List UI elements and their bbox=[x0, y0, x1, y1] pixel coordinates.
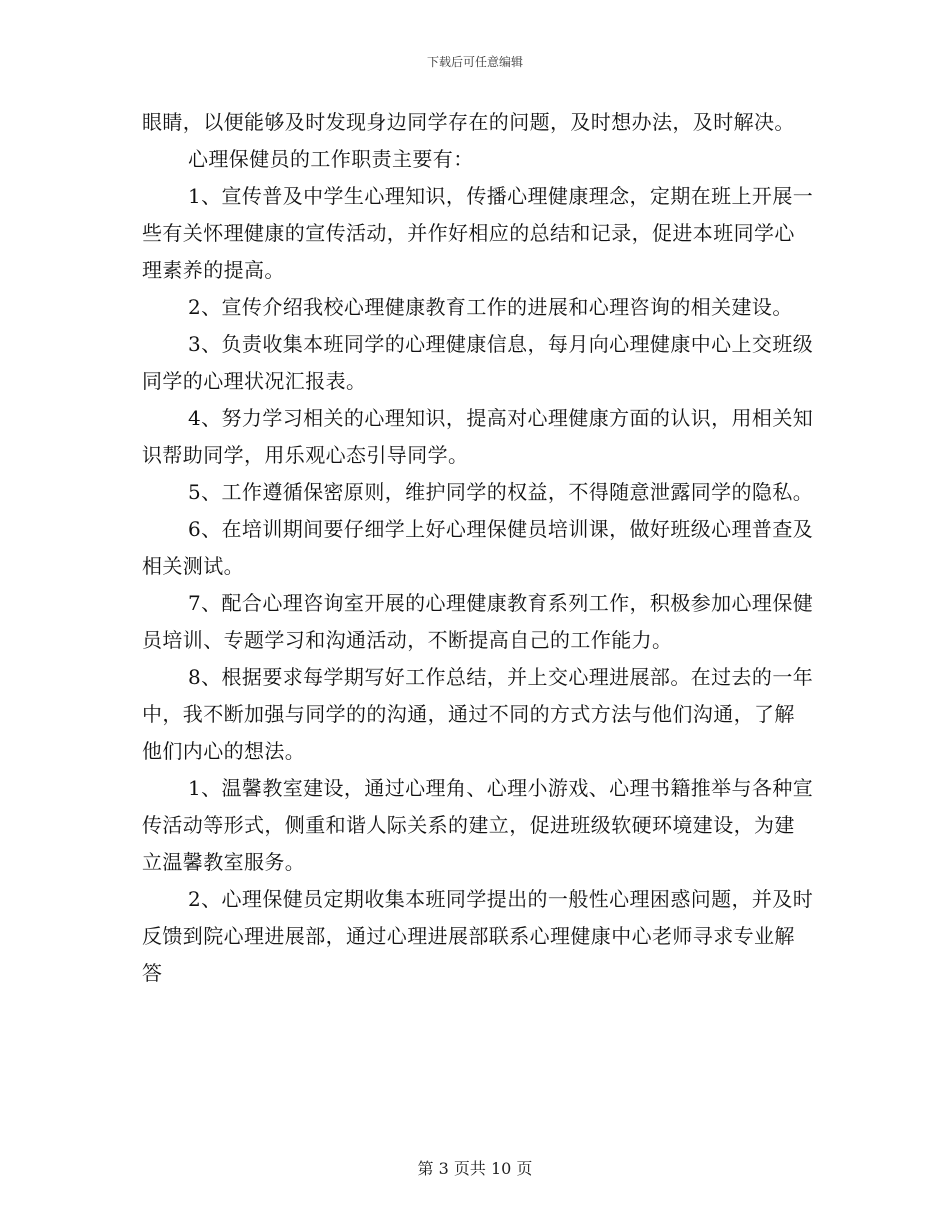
paragraph: 眼睛，以便能够及时发现身边同学存在的问题，及时想办法，及时解决。 bbox=[142, 110, 795, 134]
paragraph: 7、配合心理咨询室开展的心理健康教育系列工作，积极参加心理保健员培训、专题学习和沟通活动，不断提高自己的工作能力。 bbox=[142, 591, 814, 652]
paragraph: 8、根据要求每学期写好工作总结，并上交心理进展部。在过去的一年中，我不断加强与同学的的沟通，通过不同的方式方法与他们沟通，了解他们内心的想法。 bbox=[142, 665, 814, 763]
paragraph: 1、宣传普及中学生心理知识，传播心理健康理念，定期在班上开展一些有关怀理健康的宣传活动，并作好相应的总结和记录，促进本班同学心理素养的提高。 bbox=[142, 184, 814, 282]
paragraph: 2、宣传介绍我校心理健康教育工作的进展和心理咨询的相关建设。 bbox=[188, 295, 793, 319]
paragraph: 6、在培训期间要仔细学上好心理保健员培训课，做好班级心理普查及相关测试。 bbox=[142, 517, 814, 578]
paragraph: 3、负责收集本班同学的心理健康信息，每月向心理健康中心上交班级同学的心理状况汇报表。 bbox=[142, 332, 814, 393]
paragraph: 1、温馨教室建设，通过心理角、心理小游戏、心理书籍推举与各种宣传活动等形式，侧重和谐人际关系的建立，促进班级软硬环境建设，为建立温馨教室服务。 bbox=[142, 776, 814, 874]
document-body bbox=[142, 104, 814, 992]
paragraph: 2、心理保健员定期收集本班同学提出的一般性心理困惑问题，并及时反馈到院心理进展部，通过心理进展部联系心理健康中心老师寻求专业解答 bbox=[142, 887, 814, 985]
page-header-note: 下载后可任意编辑 bbox=[426, 55, 523, 69]
paragraph: 心理保健员的工作职责主要有： bbox=[188, 147, 474, 171]
page-number: 第 3 页共 10 页 bbox=[417, 1159, 533, 1178]
paragraph: 5、工作遵循保密原则，维护同学的权益，不得随意泄露同学的隐私。 bbox=[188, 480, 814, 504]
paragraph: 4、努力学习相关的心理知识，提高对心理健康方面的认识，用相关知识帮助同学，用乐观心态引导同学。 bbox=[142, 406, 814, 467]
